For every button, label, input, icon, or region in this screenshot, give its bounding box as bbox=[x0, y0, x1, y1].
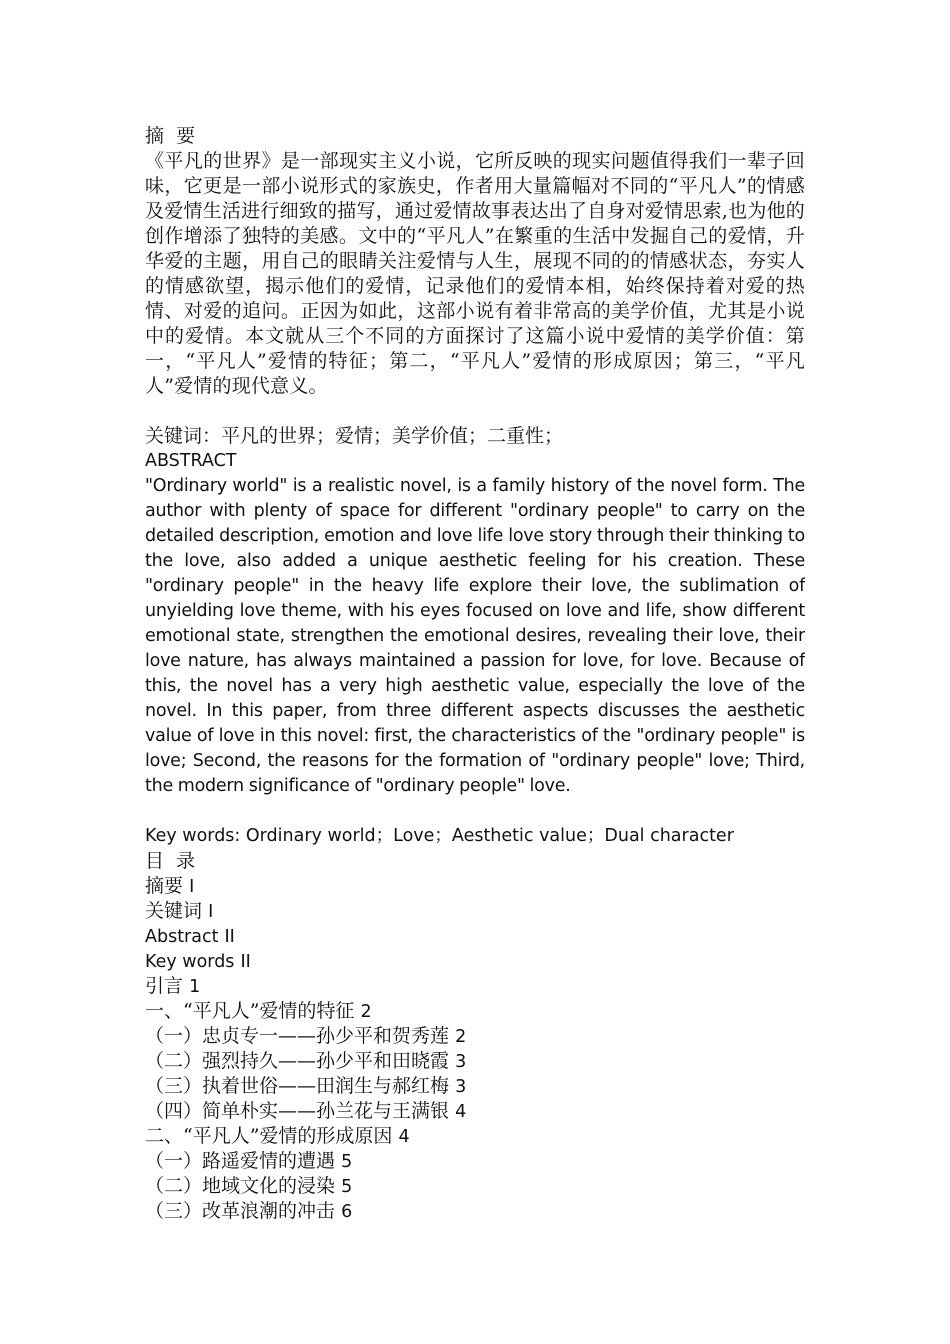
toc-item-title: 关键词 bbox=[145, 900, 203, 922]
toc-item-title: （一）路遥爱情的遭遇 bbox=[145, 1150, 336, 1172]
toc-item bbox=[145, 974, 805, 999]
toc-item bbox=[145, 899, 805, 924]
toc-item bbox=[145, 874, 805, 899]
toc-item-page: 2 bbox=[360, 1002, 372, 1022]
abstract-en-body: "Ordinary world" is a realistic novel, is a family history of the novel form. The author with plenty of space for different "ordinary people" to carry on the detailed description, emotion and love life love story through their thinking to the love, also added a unique aesthetic feeling for his creation. These "ordinary people" in the heavy life explore their love, the sublimation of unyielding love theme, with his eyes focused on love and life, show different emotional state, strengthen the emotional desires, revealing their love, their love nature, has always maintained a passion for love, for love. Because of this, the novel has a very high aesthetic value, especially the love of the novel. In this paper, from three different aspects discusses the aesthetic value of love in this novel: first, the characteristics of the "ordinary people" is love; Second, the reasons for the formation of "ordinary people" love; Third, the modern significance of "ordinary people" love. bbox=[145, 476, 805, 796]
toc-item-title: （二）地域文化的浸染 bbox=[145, 1175, 336, 1197]
toc-item bbox=[145, 1099, 805, 1124]
toc-item-page: 4 bbox=[398, 1127, 410, 1147]
abstract-cn-heading: 摘 要 bbox=[145, 125, 196, 147]
toc-item bbox=[145, 1074, 805, 1099]
toc-item-title: （三）改革浪潮的冲击 bbox=[145, 1200, 336, 1222]
toc-item-title: （二）强烈持久——孙少平和田晓霞 bbox=[145, 1050, 450, 1072]
toc-item bbox=[145, 1199, 805, 1224]
toc-item-page: 5 bbox=[341, 1152, 353, 1172]
toc-item-title: （四）简单朴实——孙兰花与王满银 bbox=[145, 1100, 450, 1122]
toc-item-page: II bbox=[240, 952, 251, 972]
toc-item-page: I bbox=[189, 877, 195, 897]
toc-item-page: 1 bbox=[189, 977, 201, 997]
toc-item-page: 5 bbox=[341, 1177, 353, 1197]
toc-item-page: II bbox=[224, 927, 235, 947]
toc-item bbox=[145, 1124, 805, 1149]
toc-item-page: 3 bbox=[455, 1052, 467, 1072]
abstract-en-heading: ABSTRACT bbox=[145, 451, 237, 471]
toc-item bbox=[145, 1024, 805, 1049]
toc-item bbox=[145, 1174, 805, 1199]
toc-item-page: I bbox=[208, 902, 214, 922]
toc-item-title: 一、“平凡人”爱情的特征 bbox=[145, 1000, 355, 1022]
toc-list bbox=[145, 874, 805, 1224]
toc-item bbox=[145, 1149, 805, 1174]
abstract-cn-keywords: 关键词：平凡的世界；爱情；美学价值；二重性； bbox=[145, 425, 564, 447]
toc-item-title: 摘要 bbox=[145, 875, 184, 897]
toc-item-page: 6 bbox=[341, 1202, 353, 1222]
toc-item-title: （一）忠贞专一——孙少平和贺秀莲 bbox=[145, 1025, 450, 1047]
toc-item-title: （三）执着世俗——田润生与郝红梅 bbox=[145, 1075, 450, 1097]
abstract-en-keywords: Key words: Ordinary world；Love；Aesthetic value；Dual character bbox=[145, 826, 734, 846]
toc-item-page: 2 bbox=[455, 1027, 467, 1047]
toc-item-title: 二、“平凡人”爱情的形成原因 bbox=[145, 1125, 393, 1147]
toc-item-page: 4 bbox=[455, 1102, 467, 1122]
toc-item-title: 引言 bbox=[145, 975, 184, 997]
toc-item bbox=[145, 1049, 805, 1074]
toc-item-title: Key words bbox=[145, 952, 235, 972]
toc-item bbox=[145, 949, 805, 974]
document-page bbox=[145, 124, 805, 1224]
toc-item bbox=[145, 924, 805, 949]
toc-item-title: Abstract bbox=[145, 927, 219, 947]
abstract-cn-body: 《平凡的世界》是一部现实主义小说，它所反映的现实问题值得我们一辈子回味，它更是一部小说形式的家族史，作者用大量篇幅对不同的“平凡人”的情感及爱情生活进行细致的描写，通过爱情故事表达出了自身对爱情思索,也为他的创作增添了独特的美感。文中的“平凡人”在繁重的生活中发掘自己的爱情，升华爱的主题，用自己的眼睛关注爱情与人生，展现不同的的情感状态，夯实人的情感欲望，揭示他们的爱情，记录他们的爱情本相，始终保持着对爱的热情、对爱的追问。正因为如此，这部小说有着非常高的美学价值，尤其是小说中的爱情。本文就从三个不同的方面探讨了这篇小说中爱情的美学价值：第一，“平凡人”爱情的特征；第二，“平凡人”爱情的形成原因；第三，“平凡人”爱情的现代意义。 bbox=[145, 150, 805, 397]
toc-heading: 目 录 bbox=[145, 850, 196, 872]
toc-item bbox=[145, 999, 805, 1024]
toc-item-page: 3 bbox=[455, 1077, 467, 1097]
